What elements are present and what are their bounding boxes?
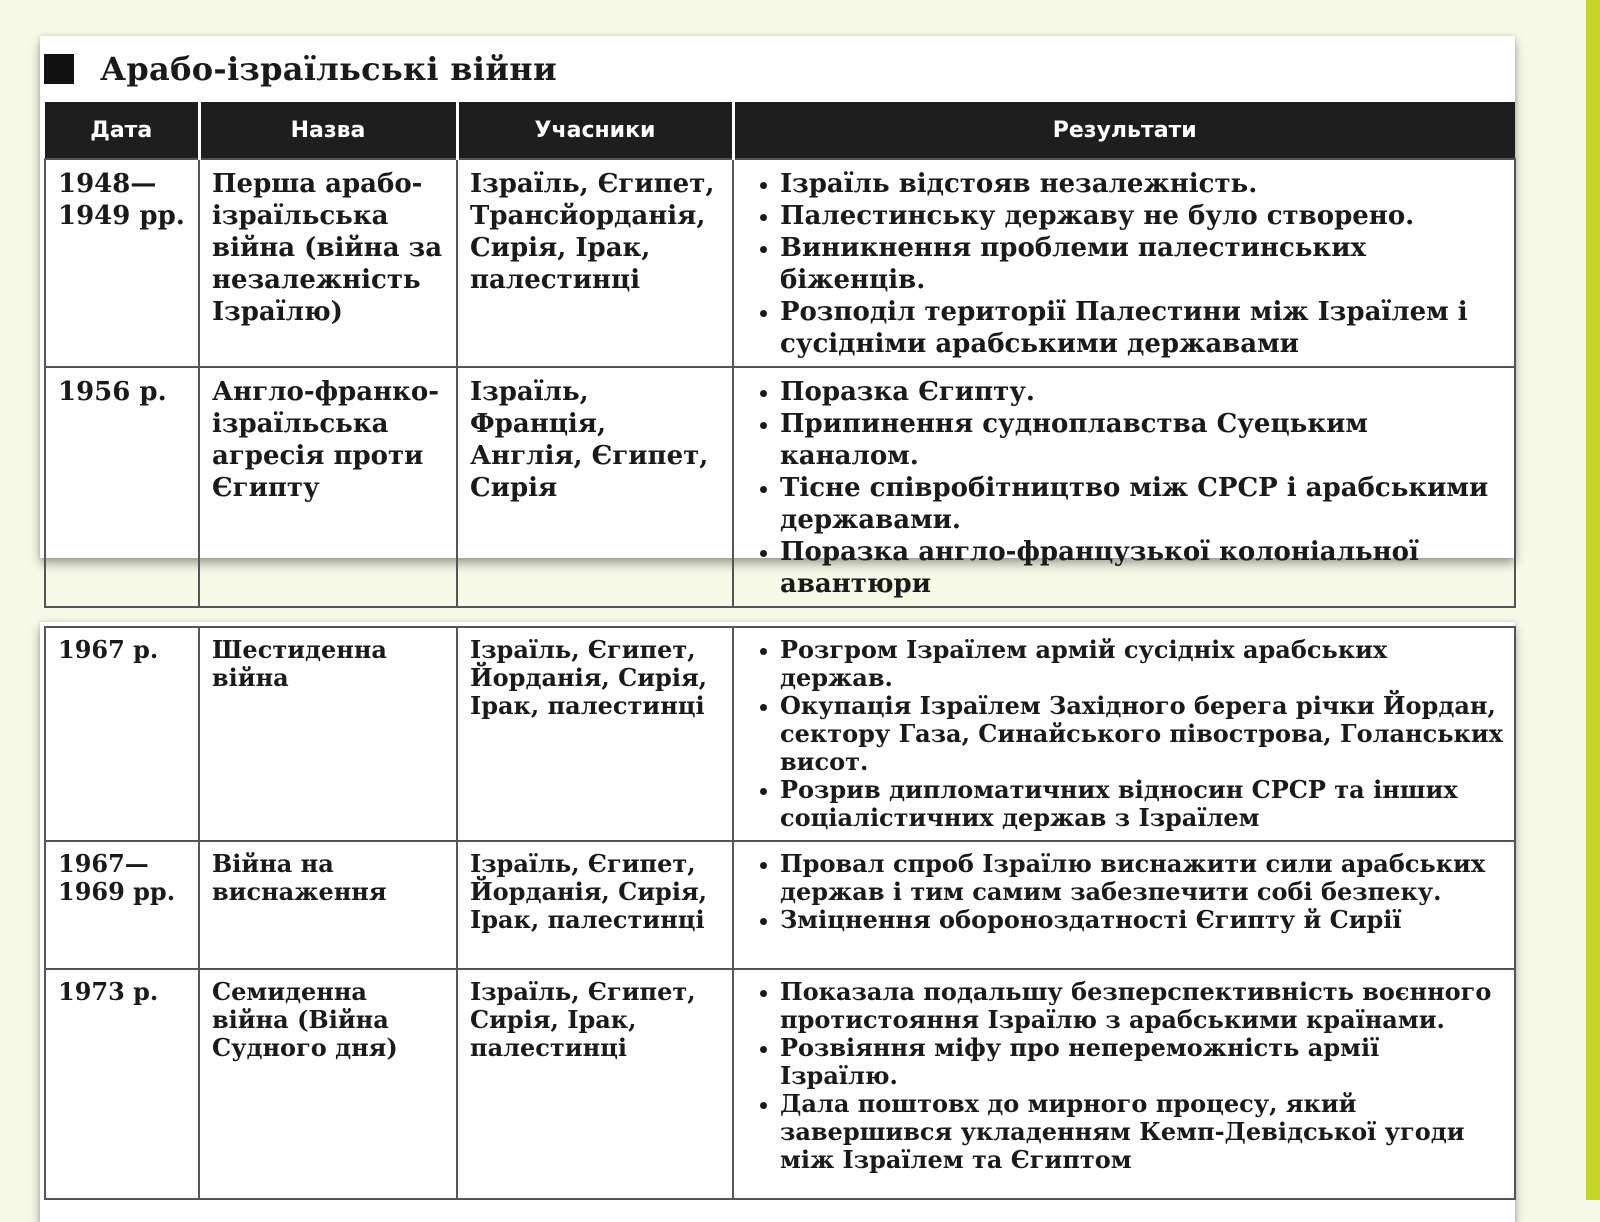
results-list — [746, 636, 1504, 832]
result-item: • Розвіяння міфу про непереможність армії Ізраїлю. — [780, 1034, 1504, 1090]
cell-results — [733, 367, 1515, 607]
cell-participants: Ізраїль, Єгипет, Йорданія, Сирія, Ірак, палестинці — [457, 841, 733, 969]
table-row — [45, 841, 1515, 969]
section-heading — [40, 36, 1515, 102]
cell-date: 1967—1969 рр. — [45, 841, 199, 969]
cell-name: Війна на виснаження — [199, 841, 457, 969]
result-item: • Дала поштовх до мирного процесу, який завершився укладенням Кемп-Девідської угоди між Ізраїлем та Єгиптом — [780, 1090, 1504, 1174]
column-header-participants: Учасники — [457, 102, 733, 159]
results-list — [746, 978, 1504, 1174]
result-item: • Показала подальшу безперспективність воєнного протистояння Ізраїлю з арабськими країнами. — [780, 978, 1504, 1034]
result-item: • Ізраїль відстояв незалежність. — [780, 168, 1504, 200]
cell-results — [733, 841, 1515, 969]
cell-name: Англо-франко-ізраїльська агресія проти Єгипту — [199, 367, 457, 607]
table-row — [45, 367, 1515, 607]
result-item: • Поразка Єгипту. — [780, 376, 1504, 408]
cell-participants: Ізраїль, Франція, Англія, Єгипет, Сирія — [457, 367, 733, 607]
column-header-date: Дата — [45, 102, 199, 159]
table-row — [45, 969, 1515, 1199]
table-panel-bottom — [40, 622, 1515, 1222]
table-row — [45, 159, 1515, 367]
result-item: • Тісне співробітництво між СРСР і арабськими державами. — [780, 472, 1504, 536]
cell-participants: Ізраїль, Єгипет, Йорданія, Сирія, Ірак, палестинці — [457, 627, 733, 841]
table-panel-top — [40, 36, 1515, 599]
cell-name: Шестиденна війна — [199, 627, 457, 841]
results-list — [746, 850, 1504, 934]
result-item: • Розрив дипломатичних відносин СРСР та інших соціалістичних держав з Ізраїлем — [780, 776, 1504, 832]
result-item: • Зміцнення обороноздатності Єгипту й Сирії — [780, 906, 1504, 934]
wars-table-continued — [44, 626, 1516, 1200]
cell-participants: Ізраїль, Єгипет, Сирія, Ірак, палестинці — [457, 969, 733, 1199]
result-item: • Поразка англо-французької колоніальної авантюри — [780, 536, 1504, 600]
cell-results — [733, 627, 1515, 841]
table-row — [45, 627, 1515, 841]
table-header-row — [45, 102, 1515, 159]
column-header-results: Результати — [733, 102, 1515, 159]
result-item: • Виникнення проблеми палестинських біженців. — [780, 232, 1504, 296]
cell-name: Семиденна війна (Війна Судного дня) — [199, 969, 457, 1199]
square-bullet-icon — [44, 54, 74, 84]
column-header-name: Назва — [199, 102, 457, 159]
result-item: • Припинення судноплавства Суецьким каналом. — [780, 408, 1504, 472]
cell-date: 1967 р. — [45, 627, 199, 841]
result-item: • Палестинську державу не було створено. — [780, 200, 1504, 232]
cell-results — [733, 159, 1515, 367]
result-item: • Розподіл території Палестини між Ізраїлем і сусідніми арабськими державами — [780, 296, 1504, 360]
result-item: • Провал спроб Ізраїлю виснажити сили арабських держав і тим самим забезпечити собі безпеку. — [780, 850, 1504, 906]
cell-date: 1973 р. — [45, 969, 199, 1199]
results-list — [746, 168, 1504, 360]
cell-participants: Ізраїль, Єгипет, Трансйорданія, Сирія, Ірак, палестинці — [457, 159, 733, 367]
cell-date: 1948—1949 рр. — [45, 159, 199, 367]
page-edge-stripe — [1586, 0, 1600, 1200]
cell-date: 1956 р. — [45, 367, 199, 607]
result-item: • Розгром Ізраїлем армій сусідніх арабських держав. — [780, 636, 1504, 692]
wars-table — [44, 102, 1516, 608]
results-list — [746, 376, 1504, 600]
cell-results — [733, 969, 1515, 1199]
cell-name: Перша арабо-ізраїльська війна (війна за незалежність Ізраїлю) — [199, 159, 457, 367]
result-item: • Окупація Ізраїлем Західного берега річки Йордан, сектору Газа, Синайського півострова, Голанських висот. — [780, 692, 1504, 776]
page-title: Арабо-ізраїльські війни — [100, 50, 558, 88]
